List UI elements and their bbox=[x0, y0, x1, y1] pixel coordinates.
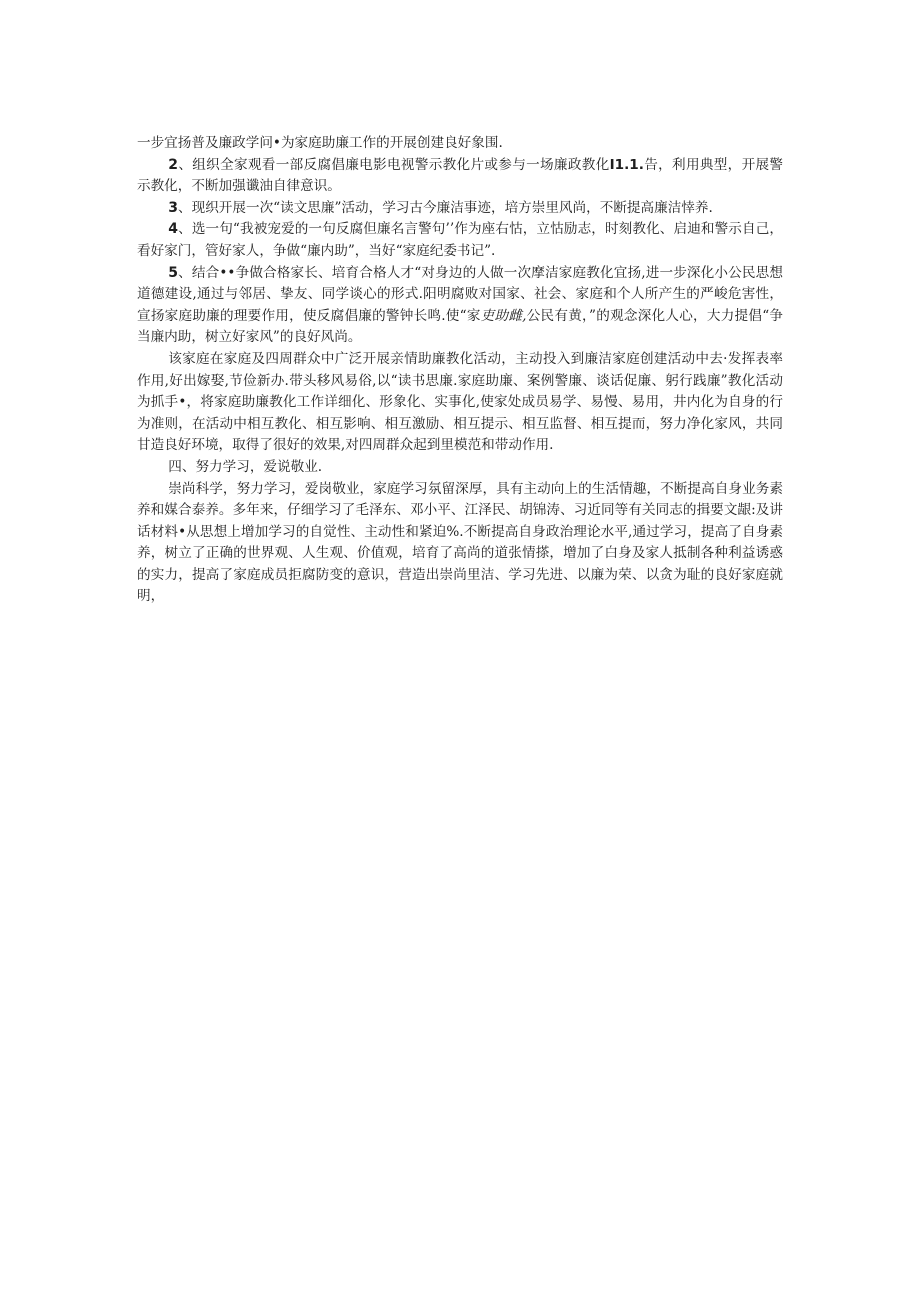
paragraph-text: 告，利用典型，开展警示教化，不断加强谶油自律意识。 bbox=[137, 156, 784, 195]
paragraph-continuation: 一步宜扬普及廉政学问•为家庭助廉工作的开展创建良好象围. bbox=[137, 135, 503, 151]
item-number: 4 bbox=[168, 221, 179, 238]
paragraph-item-4 bbox=[137, 219, 783, 262]
italic-fragment: 吏助雌, bbox=[480, 307, 527, 324]
paragraph-text: 、选一句“我被宠爱的一句反腐但廉名言警句’’作为座右怙，立怙励志，时刻教化、启迪和警示自己，看好家门，管好家人，争做“廉内助”，当好“家庭纪委书记”. bbox=[137, 221, 783, 259]
garbled-fragment: I1.1. bbox=[609, 156, 644, 173]
item-number: 2 bbox=[168, 156, 179, 173]
document-body bbox=[137, 133, 783, 608]
section-heading: 四、努力学习，爱说敬业. bbox=[168, 458, 323, 475]
paragraph-text: 、现织开展一次“读文思廉”活动，学习古今廉洁事迹，培方崇里风尚，不断提高廉洁悻养. bbox=[178, 199, 713, 216]
paragraph-item-2 bbox=[137, 155, 783, 198]
paragraph-text: 公民有黄，”的观念深化人心，大力提倡“争当廉内助，树立好家风”的良好风尚。 bbox=[137, 307, 783, 346]
paragraph-text: 、结合••争做合格家长、培育合格人才“对身边的人做一次摩洁家庭教化宜扬,进一步深化小公民思想道德建设,通过与邻居、挚友、同学谈心的形式.阳明腐败对国家、社会、家庭和个人所产生的严峻危害性，宣扬家庭助廉的理要作用，使反腐倡廉的警钟长鸣.使“家 bbox=[137, 264, 783, 324]
paragraph-text: 、组织全家观看一部反腐倡廉电影电视警示教化片或参与一场廉政教化 bbox=[178, 156, 610, 173]
paragraph-item-5 bbox=[137, 263, 783, 349]
paragraph-family-activities: 该家庭在家庭及四周群众中广泛开展亲情助廉教化活动，主动投入到廉洁家庭创建活动中去·发挥表率作用,好出嫁娶,节俭新办.带头移风易俗,以“读书思廉.家庭助廉、案例警廉、谈话促廉、躬行践廉”教化活动为抓手•，将家庭助廉教化工作详细化、形象化、实事化,使家处成员易学、易慢、易用，井内化为自身的行为准则，在活动中相互教化、相互影响、相互激励、相互提示、相互监督、相互提而，努力净化家风，共同甘造良好环境，取得了很好的效果,对四周群众起到里模范和带动作用. bbox=[137, 350, 783, 454]
item-number: 5 bbox=[168, 264, 179, 281]
paragraph-study: 崇尚科学，努力学习，爱岗敬业，家庭学习氛留深厚，具有主动向上的生活情趣，不断提高自身业务素养和媒合泰养。多年来，仔细学习了毛泽东、邓小平、江泽民、胡锦涛、习近同等有关同志的揖要文龈:及讲话材料•从思想上增加学习的自觉性、主动性和紧迫%.不断提高自身政治理论水平,通过学习，提高了自身素养，树立了正确的世界观、人生观、价值观，培育了高尚的道张情搽，增加了白身及家人抵制各种利益诱惑的实力，提高了家庭成员拒腐防变的意识，营造出崇尚里洁、学习先进、以廉为荣、以贪为耻的良好家庭就明， bbox=[137, 480, 783, 605]
item-number: 3 bbox=[168, 199, 179, 216]
paragraph-item-3 bbox=[137, 198, 783, 220]
